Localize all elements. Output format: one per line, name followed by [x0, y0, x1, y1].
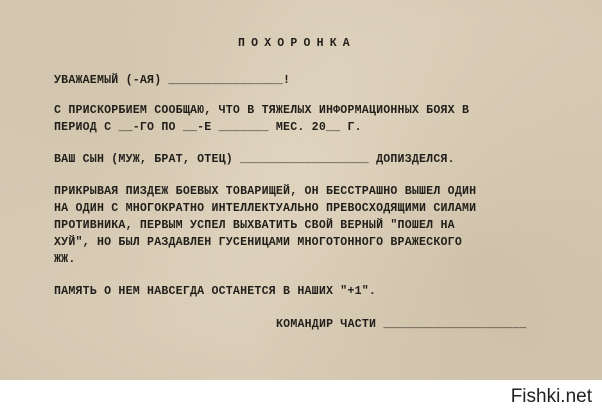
signature-line: КОМАНДИР ЧАСТИ ____________________	[276, 318, 527, 331]
body-line: ПРОТИВНИКА, ПЕРВЫМ УСПЕЛ ВЫХВАТИТЬ СВОЙ ВЕРНЫЙ "ПОШЕЛ НА	[54, 219, 455, 232]
body-line: ЖЖ.	[54, 253, 76, 266]
body-line: ВАШ СЫН (МУЖ, БРАТ, ОТЕЦ) __________________ ДОПИЗДЕЛСЯ.	[54, 153, 455, 166]
body-line: НА ОДИН С МНОГОКРАТНО ИНТЕЛЛЕКТУАЛЬНО ПРЕВОСХОДЯЩИМИ СИЛАМИ	[54, 202, 477, 215]
body-line: ПЕРИОД С __-ГО ПО __-Е _______ МЕС. 20__ Г.	[54, 121, 362, 134]
body-line: С ПРИСКОРБИЕМ СООБЩАЮ, ЧТО В ТЯЖЕЛЫХ ИНФОРМАЦИОННЫХ БОЯХ В	[54, 104, 470, 117]
memory-line: ПАМЯТЬ О НЕМ НАВСЕГДА ОСТАНЕТСЯ В НАШИХ "+1".	[54, 285, 377, 298]
document-title: ПОХОРОНКА	[238, 37, 356, 50]
salutation-line: УВАЖАЕМЫЙ (-АЯ) ________________!	[54, 74, 291, 87]
fishki-watermark: Fishki.net	[510, 386, 592, 407]
body-line: ХУЙ", НО БЫЛ РАЗДАВЛЕН ГУСЕНИЦАМИ МНОГОТОННОГО ВРАЖЕСКОГО	[54, 236, 462, 249]
body-line: ПРИКРЫВАЯ ПИЗДЕЖ БОЕВЫХ ТОВАРИЩЕЙ, ОН БЕССТРАШНО ВЫШЕЛ ОДИН	[54, 185, 477, 198]
